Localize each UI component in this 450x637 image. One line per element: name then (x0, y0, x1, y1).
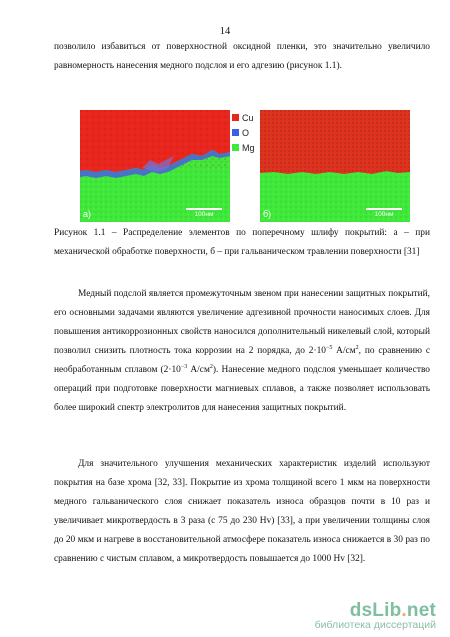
p2-text-c: , по сравнению с необработанным сплавом (2·10 (54, 346, 430, 375)
figure-caption: Рисунок 1.1 – Распределение элементов по поперечному шлифу покрытий: а – при механической обработке поверхности, б – при гальваническом травлении поверхности [31] (54, 228, 430, 257)
element-legend (232, 110, 260, 155)
legend-label-o: O (242, 127, 250, 138)
scale-bar-label: 100нм (374, 211, 394, 218)
scale-bar-line (366, 208, 402, 210)
eds-map-a (80, 110, 230, 222)
panel-b-micrograph (260, 110, 410, 222)
panel-a-label: а) (83, 209, 92, 219)
legend-label-mg: Mg (242, 142, 255, 153)
legend-item-mg (232, 140, 260, 155)
eds-map-b (260, 110, 410, 222)
panel-b-label: б) (263, 209, 272, 219)
dslib-watermark (315, 600, 436, 631)
p2-sup-3: −3 (180, 363, 188, 370)
legend-item-o (232, 125, 260, 140)
p2-text-e: ). Нанесение медного подслоя уменьшает количество операций при подготовке поверхности магниевых сплавов, а также позволяет использовать более широкий спектр электролитов для нанесения защитных покрытий. (54, 365, 430, 413)
p2-sup-1: −5 (325, 344, 333, 351)
panel-a-micrograph (80, 110, 230, 222)
intro-paragraph: позволило избавиться от поверхностной оксидной пленки, это значительно увеличило равномерность нанесения медного подслоя и его адгезию (рисунок 1.1). (54, 42, 430, 71)
logo-part-a: dsLib (349, 600, 402, 621)
legend-label-cu: Cu (242, 112, 254, 123)
p2-sup-2: 2 (355, 344, 359, 351)
p2-text-a: Медный подслой является промежуточным звеном при нанесении защитных покрытий, его основными задачами являются увеличение адгезивной прочности наносимых слоев. Для повышения антикоррозионных свойств наносился дополнительный никелевый слой, который позволил снизить плотность тока коррозии на 2 порядка, до 2·10 (54, 289, 430, 356)
legend-swatch-mg (232, 144, 239, 151)
scale-bar-b (366, 208, 402, 218)
p2-text-b: А/см (332, 346, 356, 356)
legend-swatch-cu (232, 114, 239, 121)
legend-item-cu (232, 110, 260, 125)
logo-dot: . (401, 600, 407, 621)
p2-text-d: А/см (187, 365, 210, 375)
scale-bar-line (186, 208, 222, 210)
watermark-subtitle: библиотека диссертаций (314, 619, 436, 631)
body-paragraph-chrome: Для значительного улучшения механических характеристик изделий используют покрытия на базе хрома [32, 33]. Покрытие из хрома толщиной всего 1 мкм на поверхности медного гальванического слоя снижает показатель износа образцов почти в 10 раз и увеличивает микротвердость в 3 раза (с 75 до 230 Hv) [33], а при увеличении толщины слоя до 20 мкм и нагреве в восстановительной атмосфере показатель износа снижается в 30 раз по сравнению с чистым сплавом, а микротвердость повышается до 1000 Hv [32]. (54, 459, 430, 564)
logo-part-b: net (406, 600, 436, 621)
scale-bar-label: 100нм (194, 211, 214, 218)
scale-bar-a (186, 208, 222, 218)
p2-sup-4: 2 (209, 363, 213, 370)
legend-swatch-o (232, 129, 239, 136)
body-paragraph-copper (54, 285, 430, 418)
figure-1-1 (80, 110, 410, 222)
page-number: 14 (219, 26, 231, 37)
